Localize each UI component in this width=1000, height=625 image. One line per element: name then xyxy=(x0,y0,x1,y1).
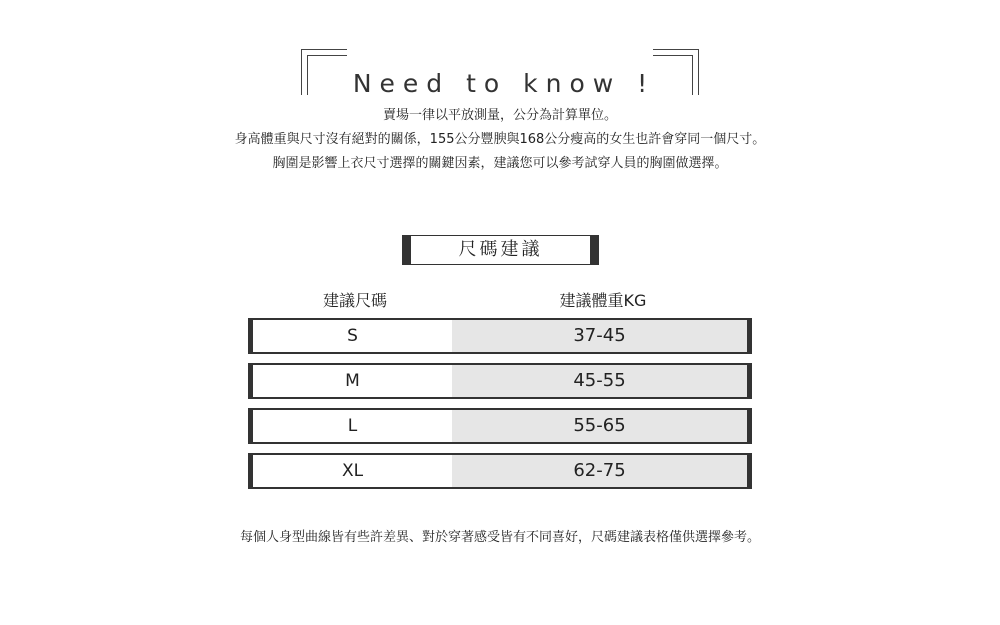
page-title: Need to know ! xyxy=(352,69,656,98)
size-cell: M xyxy=(345,371,360,391)
size-cell: S xyxy=(347,326,358,346)
weight-cell: 45-55 xyxy=(452,365,747,397)
section-title: 尺碼建議 xyxy=(402,235,599,265)
intro-line-1: 賣場一律以平放測量，公分為計算單位。 xyxy=(382,108,617,123)
column-header-size: 建議尺碼 xyxy=(322,291,387,310)
intro-line-3: 胸圍是影響上衣尺寸選擇的關鍵因素，建議您可以參考試穿人員的胸圍做選擇。 xyxy=(272,156,728,171)
table-row xyxy=(248,363,752,399)
weight-cell: 62-75 xyxy=(452,455,747,487)
size-cell: XL xyxy=(341,461,364,481)
table-row xyxy=(248,408,752,444)
table-row xyxy=(248,453,752,489)
weight-cell: 55-65 xyxy=(452,410,747,442)
size-cell: L xyxy=(347,416,358,436)
column-header-weight: 建議體重KG xyxy=(559,291,647,310)
table-row xyxy=(248,318,752,354)
weight-cell: 37-45 xyxy=(452,320,747,352)
intro-line-2: 身高體重與尺寸沒有絕對的關係，155公分豐腴與168公分瘦高的女生也許會穿同一個尺寸。 xyxy=(234,132,766,147)
footnote: 每個人身型曲線皆有些許差異、對於穿著感受皆有不同喜好，尺碼建議表格僅供選擇參考。 xyxy=(239,530,760,545)
